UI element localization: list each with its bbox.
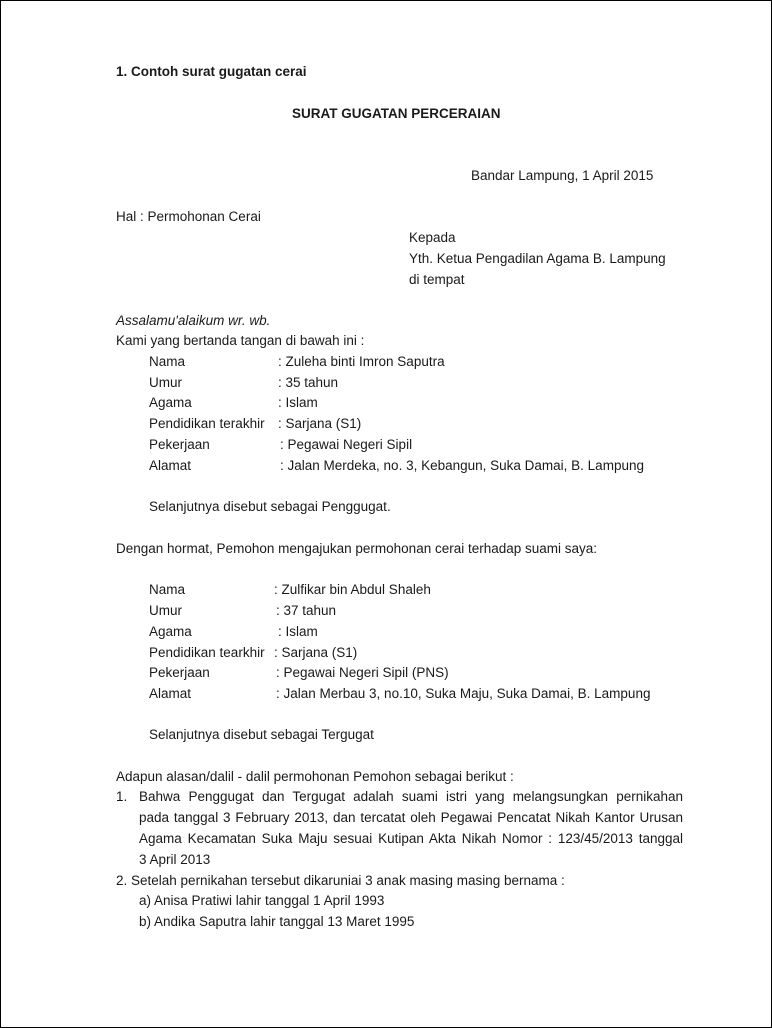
list-item: b) Andika Saputra lahir tanggal 13 Maret 1995 xyxy=(139,914,415,929)
reason-item: 2. Setelah pernikahan tersebut dikaruniai 3 anak masing masing bernama : xyxy=(116,873,565,888)
plaintiff-value: : Zuleha binti Imron Saputra xyxy=(278,354,445,369)
plaintiff-value: : Jalan Merdeka, no. 3, Kebangun, Suka Damai, B. Lampung xyxy=(280,458,644,473)
request-line: Dengan hormat, Pemohon mengajukan permohonan cerai terhadap suami saya: xyxy=(116,541,598,556)
defendant-value: : Zulfikar bin Abdul Shaleh xyxy=(274,582,431,597)
defendant-value: : Pegawai Negeri Sipil (PNS) xyxy=(276,665,449,680)
reason-number: 1. xyxy=(116,789,128,804)
greeting: Assalamu'alaikum wr. wb. xyxy=(116,313,271,328)
defendant-label: Nama xyxy=(149,582,186,597)
defendant-label: Agama xyxy=(149,624,192,639)
plaintiff-label: Alamat xyxy=(149,458,192,473)
section-heading: 1. Contoh surat gugatan cerai xyxy=(116,64,307,79)
defendant-value: : Islam xyxy=(278,624,318,639)
plaintiff-value: : Sarjana (S1) xyxy=(278,416,362,431)
intro-line: Kami yang bertanda tangan di bawah ini : xyxy=(116,333,365,348)
plaintiff-value: : Pegawai Negeri Sipil xyxy=(280,437,413,452)
reasons-intro: Adapun alasan/dalil - dalil permohonan Pemohon sebagai berikut : xyxy=(116,769,514,784)
plaintiff-label: Umur xyxy=(149,375,182,390)
plaintiff-label: Pekerjaan xyxy=(149,437,210,452)
defendant-label: Pendidikan tearkhir xyxy=(149,645,265,660)
subject-line: Hal : Permohonan Cerai xyxy=(116,209,261,224)
plaintiff-note: Selanjutnya disebut sebagai Penggugat. xyxy=(149,499,391,514)
defendant-value: : Jalan Merbau 3, no.10, Suka Maju, Suka Damai, B. Lampung xyxy=(276,686,651,701)
reason-line: Agama Kecamatan Suka Maju sesuai Kutipan Akta Nikah Nomor : 123/45/2013 tanggal xyxy=(139,831,683,846)
list-item: a) Anisa Pratiwi lahir tanggal 1 April 1993 xyxy=(139,893,385,908)
plaintiff-label: Agama xyxy=(149,395,192,410)
defendant-value: : Sarjana (S1) xyxy=(274,645,358,660)
plaintiff-label: Nama xyxy=(149,354,186,369)
defendant-note: Selanjutnya disebut sebagai Tergugat xyxy=(149,727,374,742)
defendant-label: Pekerjaan xyxy=(149,665,210,680)
addressee-line: di tempat xyxy=(409,272,465,287)
plaintiff-value: : 35 tahun xyxy=(278,375,339,390)
defendant-label: Umur xyxy=(149,603,182,618)
plaintiff-value: : Islam xyxy=(278,395,318,410)
reason-line: Bahwa Penggugat dan Tergugat adalah suami istri yang melangsungkan pernikahan xyxy=(139,789,683,804)
plaintiff-label: Pendidikan terakhir xyxy=(149,416,265,431)
place-date: Bandar Lampung, 1 April 2015 xyxy=(471,168,654,183)
defendant-value: : 37 tahun xyxy=(276,603,337,618)
reason-line: 3 April 2013 xyxy=(139,852,211,867)
addressee-line: Yth. Ketua Pengadilan Agama B. Lampung xyxy=(409,251,666,266)
reason-line: pada tanggal 3 February 2013, dan tercatat oleh Pegawai Pencatat Nikah Kantor Urusan xyxy=(139,810,683,825)
defendant-label: Alamat xyxy=(149,686,192,701)
addressee-line: Kepada xyxy=(409,230,456,245)
letter-title: SURAT GUGATAN PERCERAIAN xyxy=(292,106,501,121)
